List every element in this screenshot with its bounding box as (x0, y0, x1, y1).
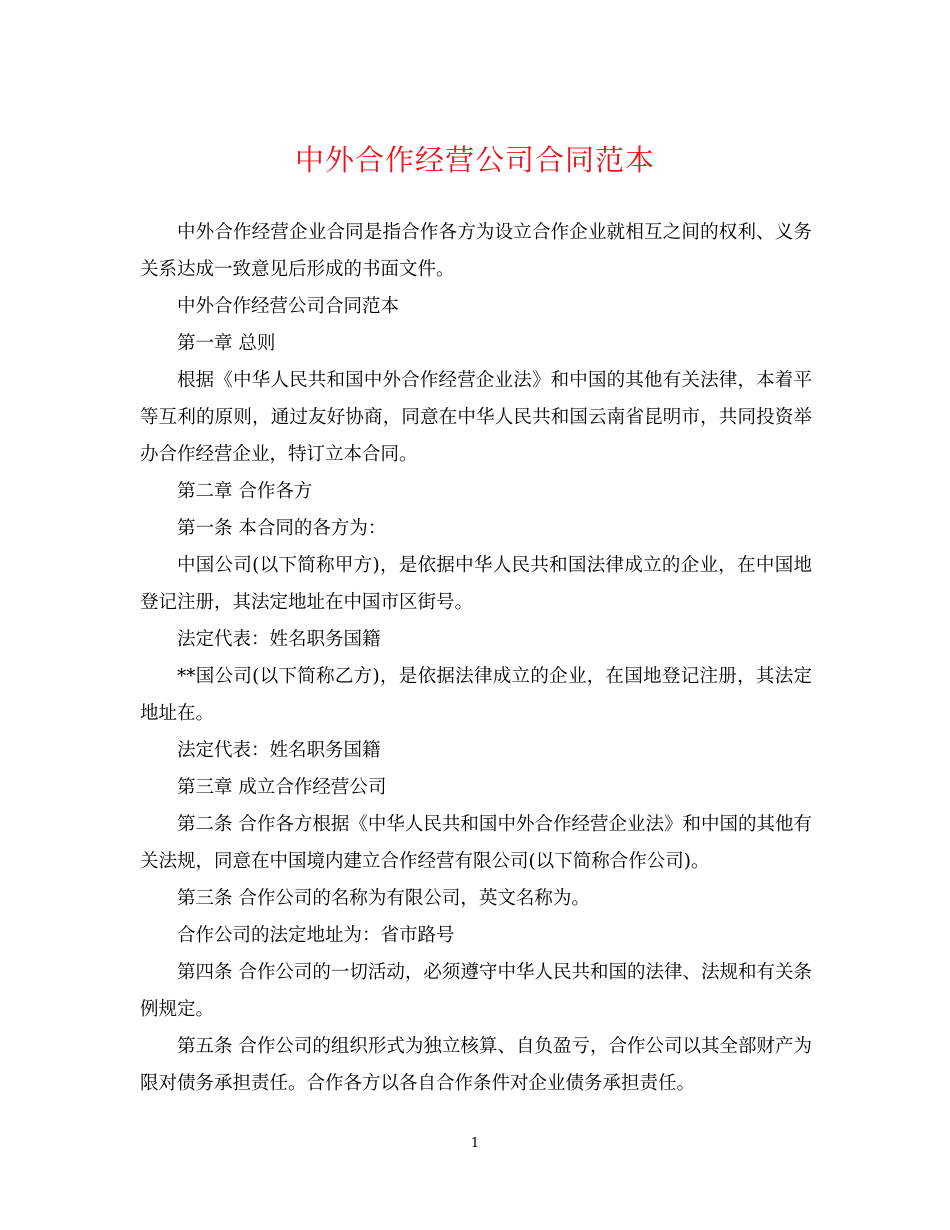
paragraph-general-principles: 根据《中华人民共和国中外合作经营企业法》和中国的其他有关法律，本着平等互利的原则，通过友好协商，同意在中华人民共和国云南省昆明市，共同投资举办合作经营企业，特订立本合同。 (140, 370, 812, 465)
legal-address: 合作公司的法定地址为：省市路号 (177, 925, 455, 946)
article-4: 第四条 合作公司的一切活动，必须遵守中华人民共和国的法律、法规和有关条例规定。 (140, 962, 812, 1020)
party-b-representative: 法定代表：姓名职务国籍 (177, 740, 381, 761)
chapter-heading-1: 第一章 总则 (177, 333, 276, 354)
paragraph-subtitle: 中外合作经营公司合同范本 (177, 296, 400, 317)
party-a-description: 中国公司(以下简称甲方)，是依据中华人民共和国法律成立的企业，在中国地登记注册，其法定地址在中国市区街号。 (140, 555, 812, 613)
party-b-description: **国公司(以下简称乙方)，是依据法律成立的企业，在国地登记注册，其法定地址在。 (140, 666, 812, 724)
chapter-heading-3: 第三章 成立合作经营公司 (177, 777, 387, 798)
paragraph-intro: 中外合作经营企业合同是指合作各方为设立合作企业就相互之间的权利、义务关系达成一致意见后形成的书面文件。 (140, 222, 812, 280)
article-3: 第三条 合作公司的名称为有限公司，英文名称为。 (177, 888, 590, 909)
article-2: 第二条 合作各方根据《中华人民共和国中外合作经营企业法》和中国的其他有关法规，同意在中国境内建立合作经营有限公司(以下简称合作公司)。 (140, 814, 812, 872)
document-body (140, 214, 812, 1102)
party-a-representative: 法定代表：姓名职务国籍 (177, 629, 381, 650)
article-1: 第一条 本合同的各方为： (177, 518, 387, 539)
article-5: 第五条 合作公司的组织形式为独立核算、自负盈亏，合作公司以其全部财产为限对债务承担责任。合作各方以各自合作条件对企业债务承担责任。 (140, 1036, 812, 1094)
document-title: 中外合作经营公司合同范本 (294, 143, 655, 177)
page-number: 1 (470, 1136, 480, 1151)
chapter-heading-2: 第二章 合作各方 (177, 481, 313, 502)
